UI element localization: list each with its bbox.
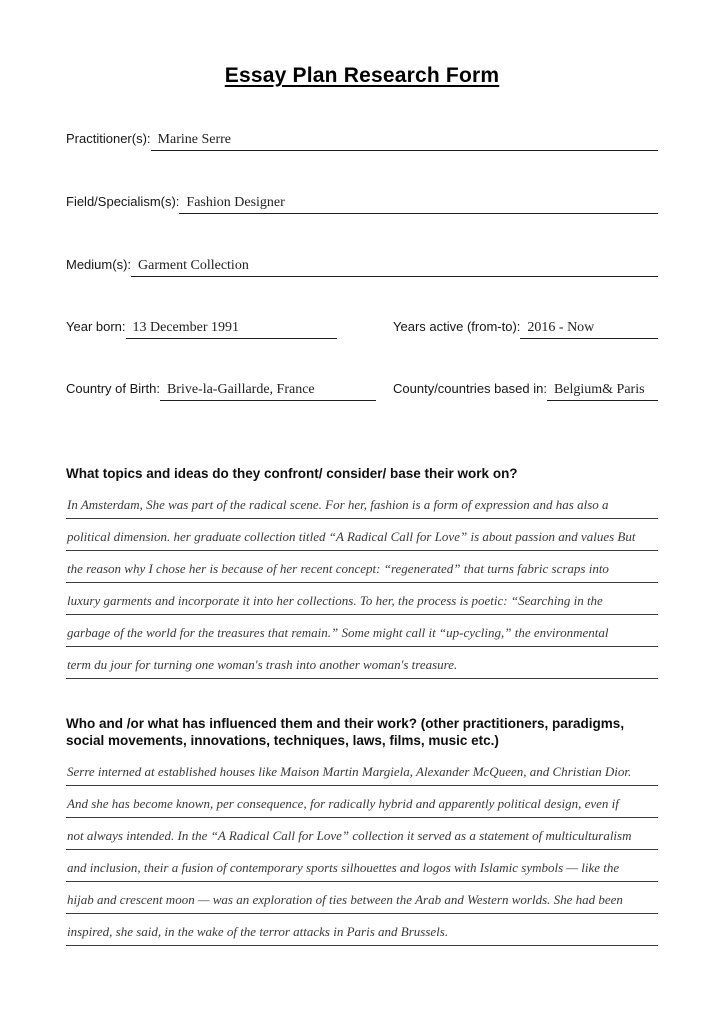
answer-line: Serre interned at established houses like Maison Martin Margiela, Alexander McQueen, and Christian Dior. bbox=[66, 754, 658, 786]
field-country-of-birth bbox=[66, 381, 393, 401]
medium-value: Garment Collection bbox=[131, 258, 658, 277]
year-born-value: 13 December 1991 bbox=[126, 320, 337, 339]
field-row-born-active bbox=[66, 319, 658, 339]
field-row-birth-based bbox=[66, 381, 658, 401]
years-active-value: 2016 - Now bbox=[520, 320, 658, 339]
country-of-birth-value: Brive-la-Gaillarde, France bbox=[160, 382, 376, 401]
countries-based-label: County/countries based in: bbox=[393, 381, 547, 396]
question-influences: Who and /or what has influenced them and their work? (other practitioners, paradigms, social movements, innovations, techniques, laws, films, music etc.) bbox=[66, 716, 625, 748]
countries-based-value: Belgium& Paris bbox=[547, 382, 658, 401]
answer-line: luxury garments and incorporate it into her collections. To her, the process is poetic: “Searching in the bbox=[66, 583, 658, 615]
field-medium bbox=[66, 257, 658, 277]
page-title: Essay Plan Research Form bbox=[224, 64, 500, 87]
answer-line: political dimension. her graduate collection titled “A Radical Call for Love” is about passion and values But bbox=[66, 519, 658, 551]
answer-line: garbage of the world for the treasures that remain.” Some might call it “up-cycling,” the environmental bbox=[66, 615, 658, 647]
answer-line: hijab and crescent moon — was an exploration of ties between the Arab and Western worlds. She had been bbox=[66, 882, 658, 914]
practitioner-label: Practitioner(s): bbox=[66, 131, 151, 146]
answer-topics bbox=[66, 487, 658, 679]
answer-line: not always intended. In the “A Radical Call for Love” collection it served as a statement of multiculturalism bbox=[66, 818, 658, 850]
country-of-birth-label: Country of Birth: bbox=[66, 381, 160, 396]
medium-label: Medium(s): bbox=[66, 257, 132, 272]
answer-line: In Amsterdam, She was part of the radical scene. For her, fashion is a form of expression and has also a bbox=[66, 487, 658, 519]
field-year-born bbox=[66, 319, 393, 339]
answer-influences bbox=[66, 754, 658, 946]
answer-line: inspired, she said, in the wake of the terror attacks in Paris and Brussels. bbox=[66, 914, 658, 946]
specialism-value: Fashion Designer bbox=[179, 195, 658, 214]
specialism-label: Field/Specialism(s): bbox=[66, 194, 180, 209]
year-born-label: Year born: bbox=[66, 319, 126, 334]
field-specialism bbox=[66, 194, 658, 214]
field-practitioner bbox=[66, 131, 658, 151]
question-topics: What topics and ideas do they confront/ consider/ base their work on? bbox=[66, 466, 518, 481]
practitioner-value: Marine Serre bbox=[151, 132, 658, 151]
answer-line: the reason why I chose her is because of her recent concept: “regenerated” that turns fabric scraps into bbox=[66, 551, 658, 583]
answer-line: And she has become known, per consequence, for radically hybrid and apparently political design, even if bbox=[66, 786, 658, 818]
field-countries-based bbox=[393, 381, 658, 401]
field-years-active bbox=[393, 319, 658, 339]
years-active-label: Years active (from-to): bbox=[393, 319, 521, 334]
answer-line: term du jour for turning one woman's trash into another woman's treasure. bbox=[66, 647, 658, 679]
answer-line: and inclusion, their a fusion of contemporary sports silhouettes and logos with Islamic symbols — like the bbox=[66, 850, 658, 882]
